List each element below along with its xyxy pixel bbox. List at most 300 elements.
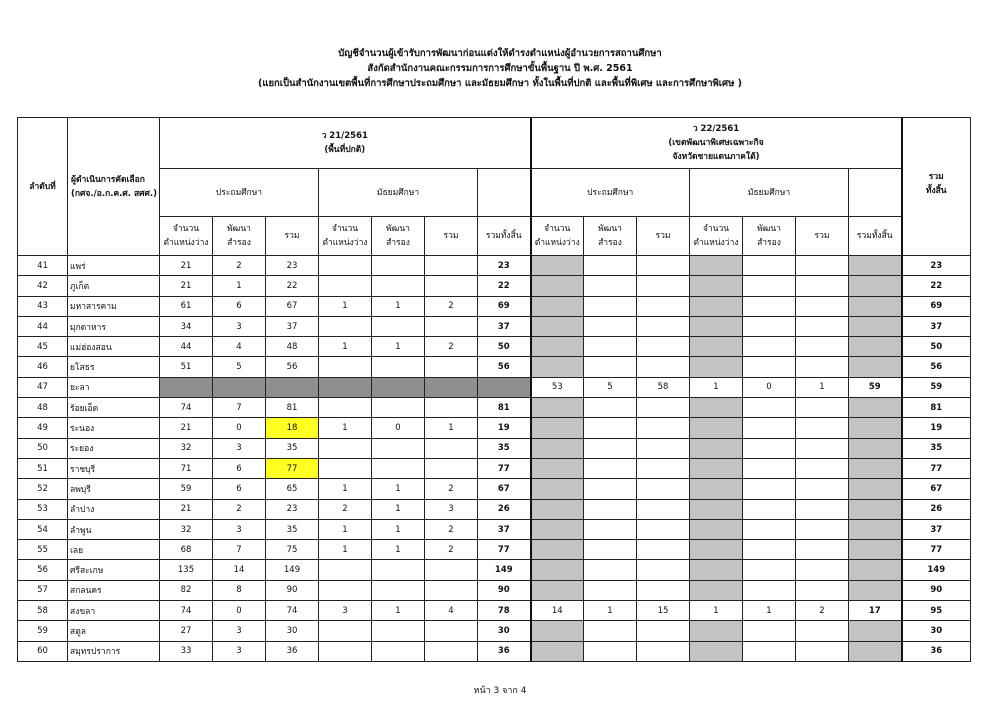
cell-no: 45 (18, 337, 68, 357)
cell-total: 81 (902, 398, 971, 418)
cell-p-s: 74 (266, 601, 319, 621)
cell-p-v: 32 (160, 519, 213, 539)
cell-p-v: 74 (160, 398, 213, 418)
cell-prov: ร้อยเอ็ด (68, 398, 160, 418)
cell-s-s: 3 (425, 499, 478, 519)
cell-p-v: 32 (160, 438, 213, 458)
header-vacant (690, 217, 743, 256)
header-reserve (372, 217, 425, 256)
cell-s-r: 1 (372, 479, 425, 499)
cell-t21: 81 (478, 398, 531, 418)
cell-s-r (372, 458, 425, 478)
cell-prov: ลำปาง (68, 499, 160, 519)
cell-s-s: 4 (425, 601, 478, 621)
cell-w-s (796, 621, 849, 641)
cell-q-r (584, 438, 637, 458)
cell-p-s: 65 (266, 479, 319, 499)
cell-p-r: 8 (213, 580, 266, 600)
cell-prov: เลย (68, 540, 160, 560)
cell-q-s (637, 621, 690, 641)
cell-p-r: 1 (213, 276, 266, 296)
cell-s-r (372, 357, 425, 377)
header-vacant-l1: จำนวน (331, 224, 359, 234)
cell-q-v (531, 276, 584, 296)
cell-p-r: 0 (213, 601, 266, 621)
cell-s-v (319, 621, 372, 641)
cell-w-r: 1 (743, 601, 796, 621)
cell-total: 69 (902, 296, 971, 316)
header-v21-secondary: มัธยมศึกษา (319, 169, 478, 217)
cell-s-r (372, 398, 425, 418)
cell-q-v (531, 316, 584, 336)
cell-t22 (849, 580, 902, 600)
cell-q-v (531, 438, 584, 458)
table-row (18, 256, 971, 276)
cell-s-v (319, 580, 372, 600)
cell-s-r (372, 641, 425, 661)
cell-q-s (637, 458, 690, 478)
cell-s-s (425, 316, 478, 336)
cell-p-v: 68 (160, 540, 213, 560)
cell-q-r (584, 560, 637, 580)
cell-s-v: 3 (319, 601, 372, 621)
cell-s-r: 1 (372, 540, 425, 560)
cell-p-v: 21 (160, 276, 213, 296)
cell-p-r: 6 (213, 458, 266, 478)
cell-s-r (372, 621, 425, 641)
cell-p-r: 3 (213, 438, 266, 458)
cell-w-s (796, 256, 849, 276)
cell-w-r (743, 560, 796, 580)
cell-no: 46 (18, 357, 68, 377)
cell-w-r (743, 357, 796, 377)
cell-q-v (531, 519, 584, 539)
cell-q-s (637, 316, 690, 336)
cell-q-s (637, 580, 690, 600)
cell-t22 (849, 621, 902, 641)
cell-w-v (690, 316, 743, 336)
cell-w-s (796, 398, 849, 418)
cell-p-r: 6 (213, 479, 266, 499)
table-row (18, 621, 971, 641)
cell-q-s (637, 418, 690, 438)
doc-title-line2: สังกัดสำนักงานคณะกรรมการการศึกษาขั้นพื้นฐาน ปี พ.ศ. 2561 (367, 63, 633, 74)
cell-p-s: 35 (266, 519, 319, 539)
cell-w-r (743, 641, 796, 661)
cell-w-v (690, 621, 743, 641)
cell-q-s: 15 (637, 601, 690, 621)
cell-s-v (319, 398, 372, 418)
cell-q-r (584, 621, 637, 641)
table-header (18, 118, 971, 256)
header-vacant (160, 217, 213, 256)
cell-t22 (849, 641, 902, 661)
cell-p-s: 30 (266, 621, 319, 641)
cell-t22 (849, 256, 902, 276)
cell-t22 (849, 560, 902, 580)
cell-t21: 50 (478, 337, 531, 357)
cell-prov: ภูเก็ต (68, 276, 160, 296)
cell-t21 (478, 377, 531, 397)
cell-w-v: 1 (690, 601, 743, 621)
cell-t21: 22 (478, 276, 531, 296)
header-vacant-l2: ตำแหน่งว่าง (322, 238, 368, 248)
cell-q-v (531, 337, 584, 357)
cell-p-s: 37 (266, 316, 319, 336)
cell-s-r: 1 (372, 519, 425, 539)
header-vacant-l1: จำนวน (544, 224, 571, 234)
cell-q-v (531, 479, 584, 499)
cell-s-v: 1 (319, 296, 372, 316)
cell-no: 42 (18, 276, 68, 296)
cell-p-s: 23 (266, 256, 319, 276)
cell-t22 (849, 438, 902, 458)
header-reserve-l1: พัฒนา (386, 224, 410, 234)
cell-s-v (319, 641, 372, 661)
cell-q-r (584, 357, 637, 377)
cell-w-v (690, 337, 743, 357)
cell-w-v (690, 357, 743, 377)
cell-w-s: 2 (796, 601, 849, 621)
cell-no: 56 (18, 560, 68, 580)
cell-w-s (796, 540, 849, 560)
cell-t22 (849, 499, 902, 519)
cell-p-r: 7 (213, 398, 266, 418)
table-row (18, 479, 971, 499)
cell-prov: ศรีสะเกษ (68, 560, 160, 580)
cell-s-r: 0 (372, 418, 425, 438)
cell-w-r (743, 458, 796, 478)
cell-w-r (743, 418, 796, 438)
cell-w-v (690, 519, 743, 539)
cell-s-r (372, 316, 425, 336)
cell-s-s (425, 641, 478, 661)
cell-p-v: 51 (160, 357, 213, 377)
header-reserve-l1: พัฒนา (757, 224, 781, 234)
cell-s-v (319, 276, 372, 296)
table-row (18, 296, 971, 316)
cell-prov: มหาสารคาม (68, 296, 160, 316)
header-v21-blank (478, 169, 531, 217)
header-reserve-l2: สำรอง (386, 238, 410, 248)
cell-s-s (425, 580, 478, 600)
cell-p-s: 18 (266, 418, 319, 438)
cell-w-v (690, 256, 743, 276)
cell-q-v: 53 (531, 377, 584, 397)
cell-t21: 56 (478, 357, 531, 377)
header-vacant-l2: ตำแหน่งว่าง (163, 238, 209, 248)
cell-total: 67 (902, 479, 971, 499)
cell-no: 43 (18, 296, 68, 316)
cell-q-s (637, 641, 690, 661)
cell-q-v (531, 458, 584, 478)
cell-s-r (372, 560, 425, 580)
table-row (18, 438, 971, 458)
cell-p-s (266, 377, 319, 397)
cell-s-r (372, 580, 425, 600)
summary-table (17, 117, 971, 662)
cell-w-s: 1 (796, 377, 849, 397)
header-v22-sub2: จังหวัดชายแดนภาคใต้) (672, 152, 760, 162)
cell-p-v: 82 (160, 580, 213, 600)
header-v22-primary: ประถมศึกษา (531, 169, 690, 217)
table-row (18, 276, 971, 296)
cell-w-s (796, 580, 849, 600)
cell-p-r: 3 (213, 641, 266, 661)
cell-w-v: 1 (690, 377, 743, 397)
cell-q-v (531, 499, 584, 519)
cell-prov: ยโสธร (68, 357, 160, 377)
cell-w-s (796, 458, 849, 478)
cell-q-s (637, 296, 690, 316)
cell-p-v: 61 (160, 296, 213, 316)
cell-q-r (584, 580, 637, 600)
cell-t22 (849, 337, 902, 357)
cell-q-r (584, 519, 637, 539)
cell-t21: 23 (478, 256, 531, 276)
cell-w-v (690, 479, 743, 499)
cell-s-s: 2 (425, 296, 478, 316)
header-sum: รวม (637, 217, 690, 256)
table-row (18, 316, 971, 336)
cell-w-s (796, 560, 849, 580)
cell-total: 22 (902, 276, 971, 296)
header-grand: รวมทั้งสิ้น (849, 217, 902, 256)
cell-q-r (584, 540, 637, 560)
cell-w-v (690, 276, 743, 296)
header-org: ผู้ดำเนินการคัดเลือก (กศจ./อ.ก.ค.ศ. สศศ.) (68, 118, 160, 256)
cell-p-r: 0 (213, 418, 266, 438)
cell-w-v (690, 499, 743, 519)
cell-prov: แม่ฮ่องสอน (68, 337, 160, 357)
cell-w-r (743, 499, 796, 519)
cell-w-s (796, 641, 849, 661)
cell-s-v: 1 (319, 337, 372, 357)
cell-p-r: 3 (213, 316, 266, 336)
header-reserve (743, 217, 796, 256)
cell-s-r (372, 438, 425, 458)
cell-s-v (319, 316, 372, 336)
cell-p-s: 35 (266, 438, 319, 458)
cell-p-s: 81 (266, 398, 319, 418)
cell-s-s: 1 (425, 418, 478, 438)
cell-no: 54 (18, 519, 68, 539)
cell-p-v: 21 (160, 256, 213, 276)
cell-w-r (743, 438, 796, 458)
cell-t21: 36 (478, 641, 531, 661)
doc-title-line1: บัญชีจำนวนผู้เข้ารับการพัฒนาก่อนแต่งให้ดำรงตำแหน่งผู้อำนวยการสถานศึกษา (338, 48, 662, 59)
header-total-line2: ทั้งสิ้น (925, 186, 947, 196)
cell-s-r (372, 256, 425, 276)
cell-p-r: 3 (213, 621, 266, 641)
cell-s-v: 1 (319, 479, 372, 499)
cell-w-s (796, 316, 849, 336)
cell-t22 (849, 276, 902, 296)
header-vacant (531, 217, 584, 256)
cell-p-r (213, 377, 266, 397)
cell-no: 50 (18, 438, 68, 458)
cell-w-s (796, 296, 849, 316)
cell-p-s: 48 (266, 337, 319, 357)
cell-total: 50 (902, 337, 971, 357)
cell-s-s (425, 398, 478, 418)
header-sum: รวม (796, 217, 849, 256)
header-total (902, 118, 971, 256)
cell-prov: ลำพูน (68, 519, 160, 539)
header-total-line1: รวม (928, 172, 944, 182)
header-reserve (213, 217, 266, 256)
cell-w-r (743, 296, 796, 316)
cell-q-v (531, 641, 584, 661)
header-reserve-l1: พัฒนา (598, 224, 622, 234)
doc-title-line3: (แยกเป็นสำนักงานเขตพื้นที่การศึกษาประถมศึกษา และมัธยมศึกษา ทั้งในพื้นที่ปกติ และพื้นที่พิเศษ และการศึกษาพิเศษ ) (257, 78, 742, 89)
cell-total: 59 (902, 377, 971, 397)
cell-p-s: 22 (266, 276, 319, 296)
cell-q-s (637, 337, 690, 357)
header-v22 (531, 118, 902, 169)
cell-q-r: 5 (584, 377, 637, 397)
cell-no: 60 (18, 641, 68, 661)
cell-s-v: 2 (319, 499, 372, 519)
cell-w-s (796, 519, 849, 539)
cell-no: 55 (18, 540, 68, 560)
cell-w-s (796, 499, 849, 519)
cell-q-r (584, 256, 637, 276)
cell-prov: แพร่ (68, 256, 160, 276)
cell-t21: 26 (478, 499, 531, 519)
cell-q-s (637, 540, 690, 560)
cell-p-r: 5 (213, 357, 266, 377)
cell-s-s: 2 (425, 519, 478, 539)
cell-w-s (796, 438, 849, 458)
cell-total: 95 (902, 601, 971, 621)
cell-w-v (690, 560, 743, 580)
cell-p-v: 21 (160, 499, 213, 519)
cell-w-r: 0 (743, 377, 796, 397)
cell-total: 77 (902, 458, 971, 478)
cell-w-v (690, 398, 743, 418)
cell-no: 52 (18, 479, 68, 499)
cell-p-s: 67 (266, 296, 319, 316)
cell-p-v: 59 (160, 479, 213, 499)
cell-q-s (637, 276, 690, 296)
header-reserve-l1: พัฒนา (227, 224, 251, 234)
cell-s-v (319, 357, 372, 377)
page-footer: หน้า 3 จาก 4 (473, 686, 527, 696)
cell-prov: ราชบุรี (68, 458, 160, 478)
cell-p-v (160, 377, 213, 397)
cell-w-v (690, 296, 743, 316)
cell-s-s (425, 560, 478, 580)
cell-q-s: 58 (637, 377, 690, 397)
cell-t21: 77 (478, 540, 531, 560)
cell-w-r (743, 398, 796, 418)
cell-q-s (637, 398, 690, 418)
cell-p-v: 44 (160, 337, 213, 357)
cell-t21: 67 (478, 479, 531, 499)
header-v22-title: ว 22/2561 (692, 124, 740, 134)
cell-prov: มุกดาหาร (68, 316, 160, 336)
cell-prov: สมุทรปราการ (68, 641, 160, 661)
cell-p-s: 56 (266, 357, 319, 377)
cell-w-r (743, 276, 796, 296)
cell-total: 19 (902, 418, 971, 438)
header-reserve-l2: สำรอง (757, 238, 781, 248)
header-v21-sub: (พื้นที่ปกติ) (324, 145, 366, 155)
cell-s-r (372, 377, 425, 397)
cell-w-v (690, 580, 743, 600)
cell-q-v (531, 621, 584, 641)
cell-w-s (796, 418, 849, 438)
table-row (18, 540, 971, 560)
cell-no: 48 (18, 398, 68, 418)
cell-q-r (584, 418, 637, 438)
cell-q-r (584, 458, 637, 478)
cell-q-v (531, 357, 584, 377)
cell-w-s (796, 479, 849, 499)
cell-total: 77 (902, 540, 971, 560)
cell-s-v: 1 (319, 519, 372, 539)
cell-t22: 59 (849, 377, 902, 397)
header-no: ลำดับที่ (18, 118, 68, 256)
cell-q-r (584, 316, 637, 336)
cell-q-v (531, 580, 584, 600)
cell-no: 44 (18, 316, 68, 336)
cell-w-r (743, 540, 796, 560)
cell-q-r (584, 296, 637, 316)
cell-total: 23 (902, 256, 971, 276)
cell-prov: ระยอง (68, 438, 160, 458)
cell-s-s (425, 621, 478, 641)
header-vacant-l2: ตำแหน่งว่าง (693, 238, 739, 248)
cell-total: 36 (902, 641, 971, 661)
header-v22-blank (849, 169, 902, 217)
table-row (18, 641, 971, 661)
header-v22-secondary: มัธยมศึกษา (690, 169, 849, 217)
cell-t22 (849, 540, 902, 560)
cell-w-r (743, 316, 796, 336)
header-sum: รวม (266, 217, 319, 256)
header-v21-title: ว 21/2561 (321, 131, 368, 141)
cell-s-s: 2 (425, 479, 478, 499)
header-vacant (319, 217, 372, 256)
table-row (18, 418, 971, 438)
cell-p-v: 71 (160, 458, 213, 478)
header-v22-sub1: (เขตพัฒนาพิเศษเฉพาะกิจ (668, 138, 764, 148)
cell-t21: 90 (478, 580, 531, 600)
table-row (18, 560, 971, 580)
cell-p-r: 3 (213, 519, 266, 539)
cell-w-r (743, 479, 796, 499)
cell-t22 (849, 357, 902, 377)
cell-prov: ระนอง (68, 418, 160, 438)
cell-q-s (637, 357, 690, 377)
cell-total: 30 (902, 621, 971, 641)
cell-t22 (849, 418, 902, 438)
cell-q-r (584, 276, 637, 296)
cell-t22 (849, 519, 902, 539)
cell-t21: 77 (478, 458, 531, 478)
header-reserve-l2: สำรอง (227, 238, 251, 248)
cell-no: 41 (18, 256, 68, 276)
cell-p-s: 149 (266, 560, 319, 580)
cell-q-s (637, 499, 690, 519)
header-vacant-l1: จำนวน (172, 224, 200, 234)
cell-p-s: 77 (266, 458, 319, 478)
cell-no: 57 (18, 580, 68, 600)
cell-no: 49 (18, 418, 68, 438)
cell-s-v (319, 560, 372, 580)
